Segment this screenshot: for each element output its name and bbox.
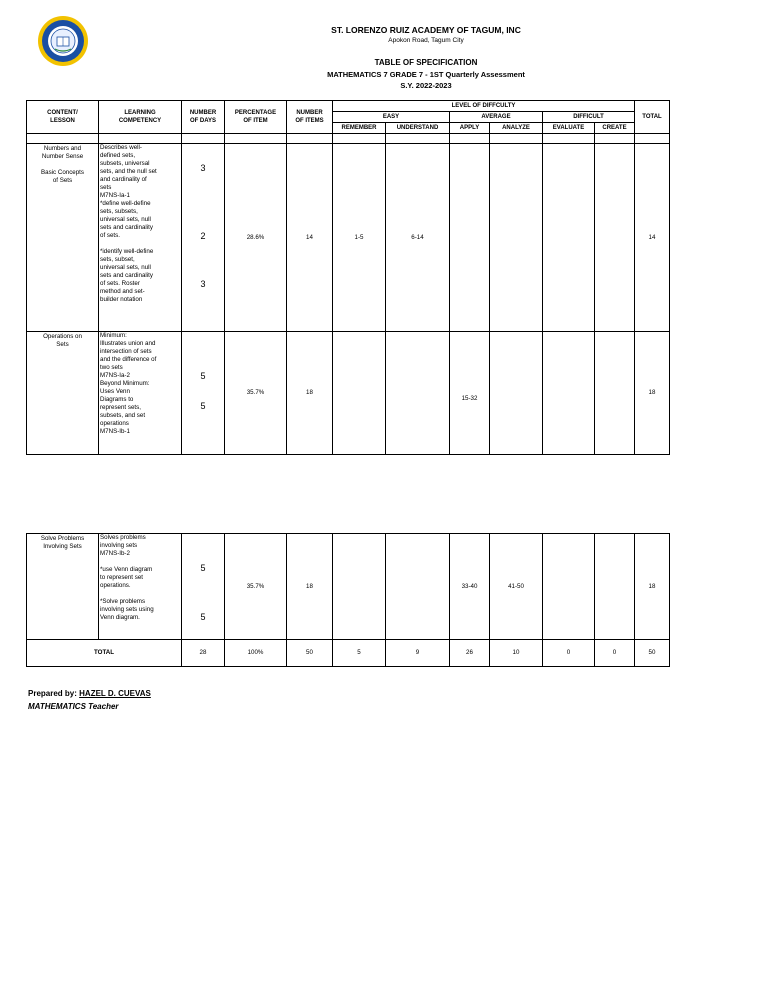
row-days [182,144,225,332]
row-items: 14 [287,144,333,332]
row-total: 18 [635,534,670,640]
row-understand [386,534,450,640]
totals-apply: 26 [450,640,490,667]
row-evaluate [543,332,595,455]
row-apply [450,144,490,332]
col-header-competency: LEARNING COMPETENCY [99,101,182,134]
row-analyze: 41-50 [490,534,543,640]
days-value: 3 [200,279,206,289]
row-percentage: 28.6% [225,144,287,332]
specification-table [26,100,670,455]
totals-items: 50 [287,640,333,667]
totals-evaluate: 0 [543,640,595,667]
totals-understand: 9 [386,640,450,667]
row-create [595,144,635,332]
spacer-row [27,134,670,144]
row-remember [333,332,386,455]
row-days [182,534,225,640]
row-evaluate [543,534,595,640]
col-header-analyze: ANALYZE [490,123,543,134]
col-header-understand: UNDERSTAND [386,123,450,134]
col-header-days: NUMBER OF DAYS [182,101,225,134]
row-items: 18 [287,534,333,640]
col-header-difficult: DIFFICULT [543,112,635,123]
row-competency: Describes well- defined sets, subsets, universal sets, and the null set and cardinality of sets M7NS-Ia-1 *define well-define sets, subsets, universal sets, null sets and cardinality of sets. *identify well-define sets, subset, universal sets, null sets and cardinality of sets. Roster method and set- builder notation [99,144,182,332]
document-subtitle: MATHEMATICS 7 GRADE 7 - 1ST Quarterly Assessment [327,70,525,79]
row-apply: 15-32 [450,332,490,455]
col-header-evaluate: EVALUATE [543,123,595,134]
row-analyze [490,332,543,455]
totals-remember: 5 [333,640,386,667]
specification-table-continued [26,533,670,667]
row-understand [386,332,450,455]
row-competency: Minimum: Illustrates union and intersection of sets and the difference of two sets M7NS-Ia-2 Beyond Minimum: Uses Venn Diagrams to represent sets, subsets, and set operations M7NS-Ib-1 [99,332,182,455]
col-header-easy: EASY [333,112,450,123]
col-header-items: NUMBER OF ITEMS [287,101,333,134]
days-value: 5 [200,401,206,411]
row-content: Operations on Sets [27,332,99,455]
days-value: 5 [200,563,206,573]
row-content: Solve Problems Involving Sets [27,534,99,640]
days-value: 3 [200,163,206,173]
row-create [595,332,635,455]
row-remember [333,534,386,640]
row-understand: 6-14 [386,144,450,332]
col-header-percentage: PERCENTAGE OF ITEM [225,101,287,134]
col-header-apply: APPLY [450,123,490,134]
table-row [27,332,670,455]
totals-create: 0 [595,640,635,667]
preparer-role: MATHEMATICS Teacher [28,702,119,711]
table-row [27,144,670,332]
col-header-content: CONTENT/ LESSON [27,101,99,134]
row-remember: 1-5 [333,144,386,332]
school-year: S.Y. 2022-2023 [400,81,452,90]
school-name: ST. LORENZO RUIZ ACADEMY OF TAGUM, INC [331,25,521,35]
row-total: 14 [635,144,670,332]
school-address: Apokon Road, Tagum City [388,37,464,44]
row-content: Numbers and Number Sense Basic Concepts of Sets [27,144,99,332]
row-percentage: 35.7% [225,534,287,640]
totals-days: 28 [182,640,225,667]
totals-analyze: 10 [490,640,543,667]
days-value: 5 [200,371,206,381]
col-header-create: CREATE [595,123,635,134]
document-title: TABLE OF SPECIFICATION [374,58,478,67]
row-days [182,332,225,455]
totals-label: TOTAL [27,640,182,667]
col-header-level: LEVEL OF DIFFCULTY [333,101,635,112]
totals-total: 50 [635,640,670,667]
prepared-by [28,689,151,698]
days-value: 5 [200,612,206,622]
row-items: 18 [287,332,333,455]
table-row [27,534,670,640]
totals-row [27,640,670,667]
row-analyze [490,144,543,332]
col-header-average: AVERAGE [450,112,543,123]
row-create [595,534,635,640]
row-apply: 33-40 [450,534,490,640]
days-value: 2 [200,231,206,241]
row-evaluate [543,144,595,332]
col-header-remember: REMEMBER [333,123,386,134]
row-competency: Solves problems involving sets M7NS-Ib-2 *use Venn diagram to represent set operations. *Solve problems involving sets using Venn diagram. [99,534,182,640]
totals-percentage: 100% [225,640,287,667]
preparer-name: HAZEL D. CUEVAS [79,689,151,698]
col-header-total: TOTAL [635,101,670,134]
row-percentage: 35.7% [225,332,287,455]
prepared-label: Prepared by: [28,689,80,698]
row-total: 18 [635,332,670,455]
